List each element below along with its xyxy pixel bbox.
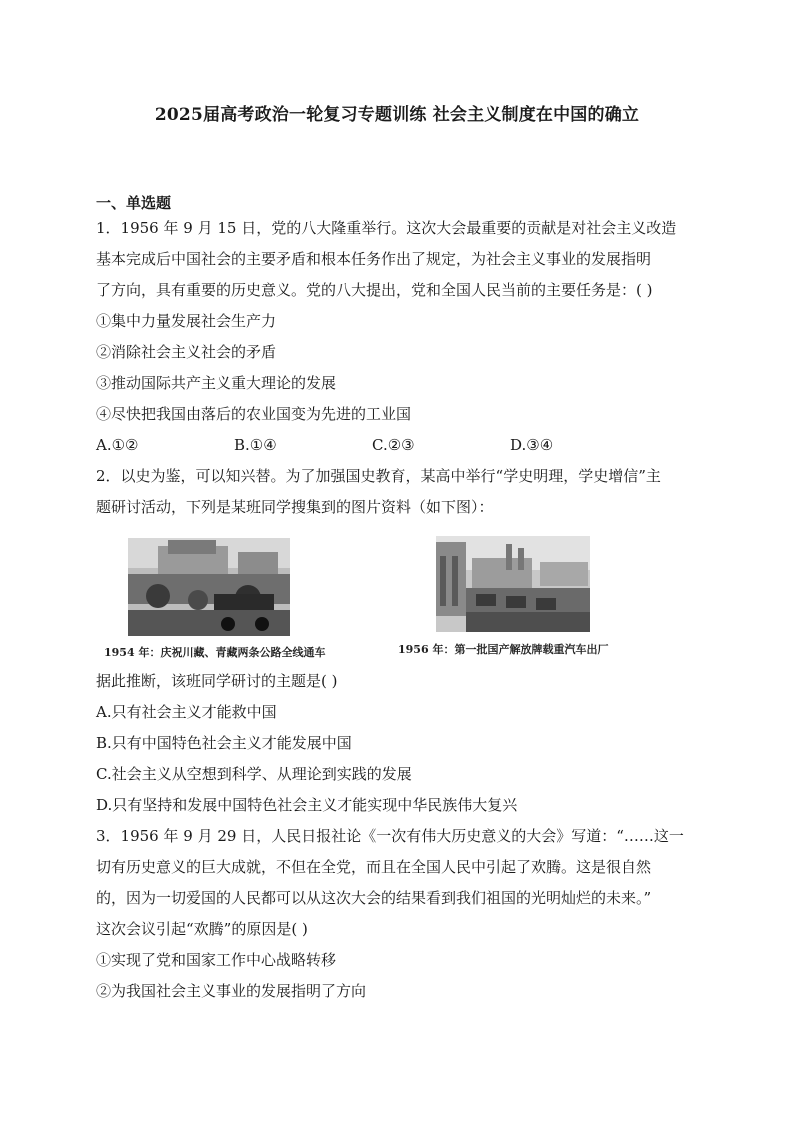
q1-item: ③推动国际共产主义重大理论的发展: [96, 374, 337, 392]
page-title: 2025届高考政治一轮复习专题训练 社会主义制度在中国的确立: [154, 105, 640, 125]
q2-stem: 据此推断，该班同学研讨的主题是( ): [96, 672, 338, 690]
q1-option-a: A.①②: [96, 436, 139, 454]
photo-road-celebration: [128, 538, 290, 636]
q3-line: 切有历史意义的巨大成就，不但在全党，而且在全国人民中引起了欢腾。这是很自然: [96, 858, 652, 876]
photo-road-celebration-image: [128, 538, 290, 636]
q2-option-d: D.只有坚持和发展中国特色社会主义才能实现中华民族伟大复兴: [96, 796, 518, 814]
q1-item: ②消除社会主义社会的矛盾: [96, 343, 277, 361]
photo-caption-1954: 1954 年：庆祝川藏、青藏两条公路全线通车: [104, 646, 326, 659]
photo-truck-factory-image: [436, 536, 590, 632]
section-heading: 一、单选题: [96, 194, 172, 212]
q3-line: 的，因为一切爱国的人民都可以从这次大会的结果看到我们祖国的光明灿烂的未来。”: [96, 889, 652, 907]
q1-line: 1．1956 年 9 月 15 日，党的八大隆重举行。这次大会最重要的贡献是对社会主义改造: [96, 219, 677, 237]
photo-truck-factory: [436, 536, 590, 632]
q1-option-d: D.③④: [510, 436, 554, 454]
q2-line: 题研讨活动，下列是某班同学搜集到的图片资料（如下图）：: [96, 498, 494, 516]
q2-line: 2．以史为鉴，可以知兴替。为了加强国史教育，某高中举行“学史明理，学史增信”主: [96, 467, 661, 485]
q3-line: 这次会议引起“欢腾”的原因是( ): [96, 920, 308, 938]
q1-option-b: B.①④: [234, 436, 277, 454]
photo-caption-1956: 1956 年：第一批国产解放牌载重汽车出厂: [398, 643, 609, 656]
q1-line: 基本完成后中国社会的主要矛盾和根本任务作出了规定，为社会主义事业的发展指明: [96, 250, 652, 268]
q1-option-c: C.②③: [372, 436, 415, 454]
q1-item: ④尽快把我国由落后的农业国变为先进的工业国: [96, 405, 412, 423]
q1-line: 了方向，具有重要的历史意义。党的八大提出，党和全国人民当前的主要任务是：( ): [96, 281, 653, 299]
q3-item: ②为我国社会主义事业的发展指明了方向: [96, 982, 367, 1000]
q2-option-b: B.只有中国特色社会主义才能发展中国: [96, 734, 352, 752]
q2-option-c: C.社会主义从空想到科学、从理论到实践的发展: [96, 765, 412, 783]
q2-option-a: A.只有社会主义才能救中国: [96, 703, 277, 721]
q3-line: 3．1956 年 9 月 29 日，人民日报社论《一次有伟大历史意义的大会》写道：“……这一: [96, 827, 684, 845]
q3-item: ①实现了党和国家工作中心战略转移: [96, 951, 337, 969]
q1-item: ①集中力量发展社会生产力: [96, 312, 277, 330]
